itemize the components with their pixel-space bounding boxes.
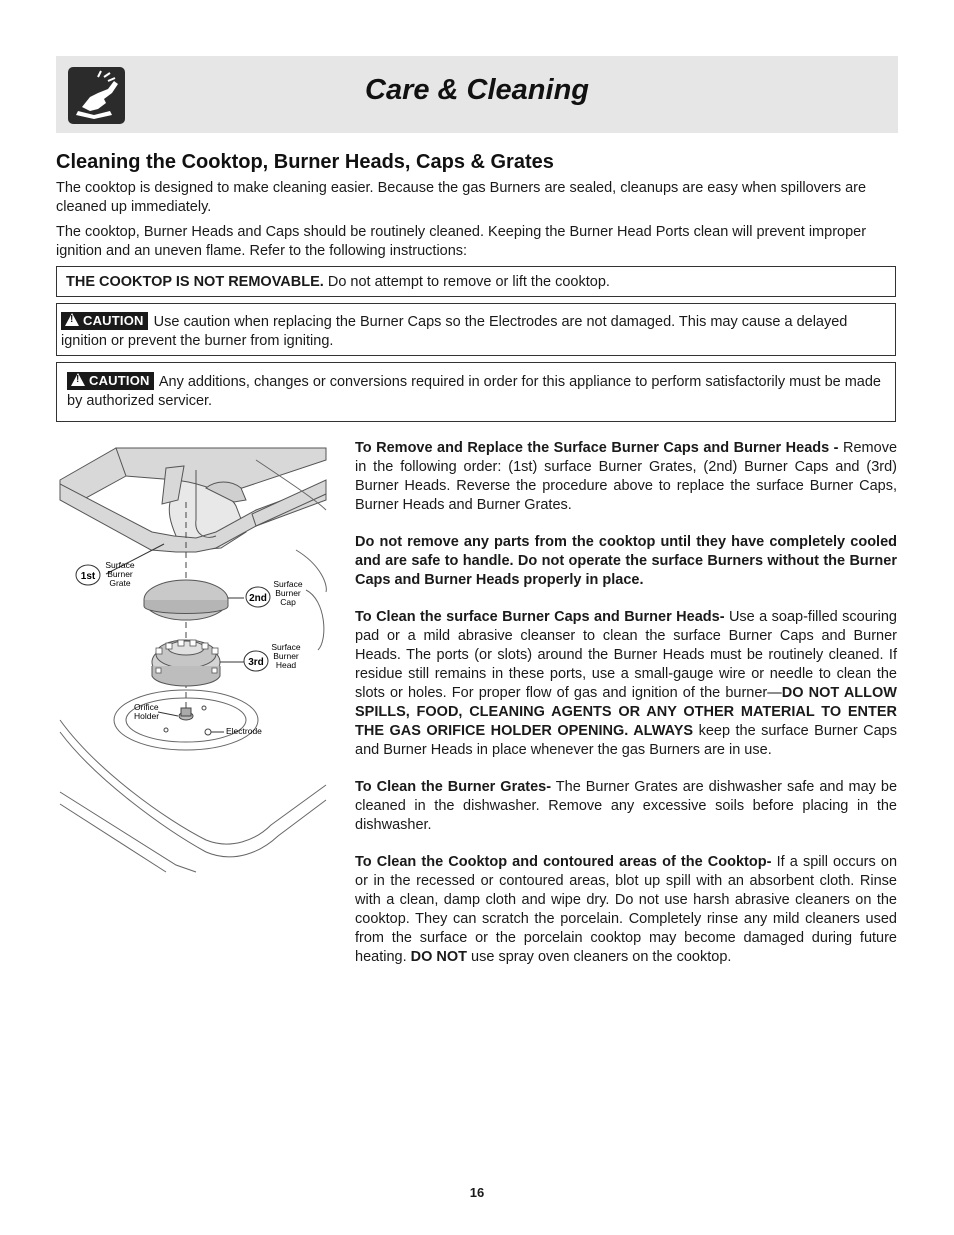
orifice-label: Orifice <box>134 702 159 712</box>
header-banner <box>56 56 898 133</box>
electrode-label: Electrode <box>226 726 262 736</box>
cap-label: Surface <box>273 579 303 589</box>
instruction-bold: DO NOT <box>410 949 468 965</box>
instruction-text: keep the surface Burner Caps and Burner Heads in place whenever the gas Burners are in use. <box>355 723 897 758</box>
intro-paragraph: The cooktop is designed to make cleaning easier. Because the gas Burners are sealed, cleanups are easy when spillovers are cleaned up immediately. <box>56 180 867 215</box>
page-number: 16 <box>469 1185 485 1200</box>
page-title: Care & Cleaning <box>365 74 589 106</box>
instruction-text: The Burner Grates are dishwasher safe and may be cleaned in the dishwasher. Remove any excessive soils before placing in the dishwasher. <box>355 779 898 833</box>
caution-badge <box>61 312 148 330</box>
caution-label: CAUTION <box>83 313 144 328</box>
warning-text: Do not remove any parts from the cooktop until they have completely cooled and are safe to handle. Do not operate the surface Burners without the Burner Caps and Burner Heads properly in place. <box>355 534 897 588</box>
step-1-badge: 1st <box>80 571 96 582</box>
caution-box <box>56 303 896 356</box>
instruction-text: Remove in the following order: (1st) surface Burner Grates, (2nd) Burner Caps and (3rd) Burner Heads. Reverse the procedure above to replace the surface Burner Caps, Burner Heads and Burner Grates. <box>355 440 898 513</box>
caution-text: Any additions, changes or conversions required in order for this appliance to perform satisfactorily must be made by authorized servicer. <box>67 374 881 409</box>
grate-label: Grate <box>109 578 131 588</box>
instruction-paragraph <box>355 533 897 590</box>
grate-label: Surface <box>105 560 135 570</box>
caution-badge <box>67 372 154 390</box>
instruction-paragraph <box>355 608 897 760</box>
grate-label: Burner <box>107 569 133 579</box>
instruction-paragraph <box>355 439 897 515</box>
instruction-heading: To Clean the surface Burner Caps and Burner Heads- <box>355 609 725 625</box>
cap-label: Burner <box>275 588 301 598</box>
notice-bold: THE COOKTOP IS NOT REMOVABLE. <box>66 274 324 290</box>
notice-text: Do not attempt to remove or lift the cooktop. <box>323 274 610 290</box>
notice-box <box>56 266 896 297</box>
instructions-column <box>355 439 897 985</box>
head-label: Burner <box>273 651 299 661</box>
warning-triangle-icon <box>71 373 85 386</box>
section-title: Cleaning the Cooktop, Burner Heads, Caps & Grates <box>56 151 554 173</box>
instruction-bold: DO NOT ALLOW SPILLS, FOOD, CLEANING AGENTS OR ANY OTHER MATERIAL TO ENTER THE GAS ORIFICE HOLDER OPENING. ALWAYS <box>355 685 897 739</box>
intro-paragraph: The cooktop, Burner Heads and Caps should be routinely cleaned. Keeping the Burner Head Ports clean will prevent improper ignition and an uneven flame. Refer to the following instructions: <box>56 224 867 259</box>
cap-label: Cap <box>280 597 296 607</box>
caution-label: CAUTION <box>89 373 150 388</box>
instruction-text: Use a soap-filled scouring pad or a mild abrasive cleanser to clean the surface Burner Caps and Burner Heads. The ports (or slots) around the Burner Heads must be routinely cleaned. If residue still remains in these ports, use a small-gauge wire or needle to clean the slots or holes. For proper flow of gas and ignition of the burner— <box>355 609 897 701</box>
instruction-paragraph <box>355 853 897 967</box>
step-3-badge: 3rd <box>248 657 264 668</box>
head-label: Head <box>275 660 297 670</box>
orifice-label: Holder <box>134 711 160 721</box>
instruction-heading: To Clean the Cooktop and contoured areas of the Cooktop- <box>355 854 772 870</box>
instruction-text: use spray oven cleaners on the cooktop. <box>467 949 732 965</box>
instruction-text: If a spill occurs on or in the recessed or contoured areas, blot up spill with an absorbent cloth. Rinse with a clean, damp cloth and wipe dry. Do not use harsh abrasive cleaners on the cooktop. They can scratch the porcelain. Completely rinse any mild cleaners used from the surface or the porcelain cooktop may become damaged during future heating. <box>355 854 898 965</box>
instruction-heading: To Remove and Replace the Surface Burner Caps and Burner Heads - <box>355 440 839 456</box>
instruction-paragraph <box>355 778 897 835</box>
instruction-heading: To Clean the Burner Grates- <box>355 779 552 795</box>
warning-triangle-icon <box>65 313 79 326</box>
caution-box <box>56 362 896 422</box>
step-2-badge: 2nd <box>249 593 267 604</box>
head-label: Surface <box>271 642 301 652</box>
burner-diagram <box>56 440 328 880</box>
caution-text: Use caution when replacing the Burner Caps so the Electrodes are not damaged. This may cause a delayed ignition or prevent the burner from igniting. <box>61 314 848 349</box>
